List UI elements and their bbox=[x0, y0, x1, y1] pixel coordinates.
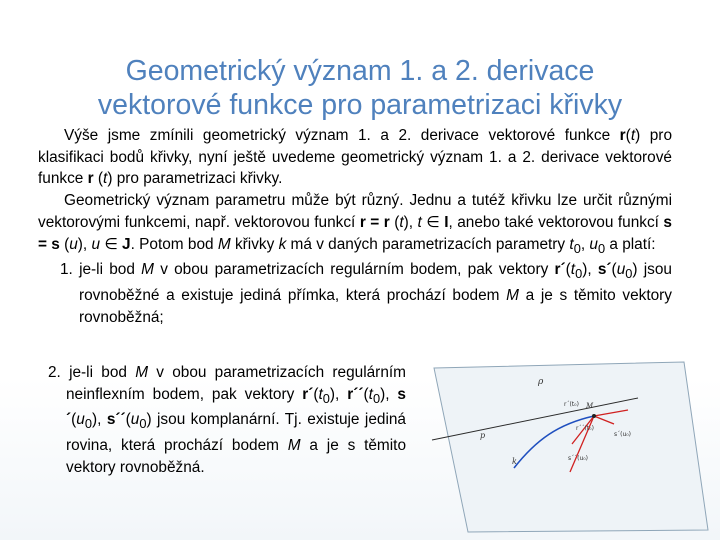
text: ), bbox=[91, 411, 107, 429]
symbol-s-prime: s´ bbox=[597, 261, 612, 279]
element-of: ∈ bbox=[421, 213, 445, 231]
symbol-r: r bbox=[87, 170, 94, 188]
subscript: 0 bbox=[372, 390, 381, 406]
text: křivky bbox=[230, 235, 279, 253]
text: má v daných parametrizacích parametry bbox=[286, 235, 570, 253]
symbol-M: M bbox=[506, 287, 519, 305]
symbol-s-double-prime: s´´ bbox=[106, 411, 126, 429]
subscript: 0 bbox=[573, 240, 581, 256]
symbol-r-prime: r´ bbox=[302, 385, 314, 403]
text: v obou parametrizacích regulárním neinflexním bodem, pak vektory bbox=[66, 364, 406, 403]
symbol-J: J bbox=[122, 235, 131, 253]
symbol-s-prime: s´ bbox=[66, 385, 406, 429]
text: ), bbox=[582, 261, 598, 279]
paragraph-intro bbox=[38, 125, 672, 190]
symbol-t: t bbox=[569, 235, 574, 253]
symbol-M: M bbox=[135, 364, 149, 381]
curve-label: k bbox=[512, 457, 517, 466]
symbol-r: r bbox=[619, 127, 626, 144]
slide-body bbox=[38, 125, 673, 476]
symbol-s: s bbox=[51, 235, 60, 253]
symbol-M: M bbox=[287, 437, 301, 455]
symbol-u: u bbox=[130, 411, 140, 429]
symbol-t: t bbox=[570, 261, 576, 279]
text: ( bbox=[125, 411, 131, 429]
symbol-s: s bbox=[663, 213, 672, 231]
symbol-r-double-prime: r´´ bbox=[347, 385, 364, 403]
text: ( bbox=[565, 261, 571, 279]
symbol-t: t bbox=[630, 127, 636, 144]
subscript: 0 bbox=[84, 416, 92, 432]
text: ), bbox=[380, 385, 398, 403]
symbol-r: r bbox=[383, 213, 390, 231]
text: a platí: bbox=[605, 235, 656, 253]
element-of: ∈ bbox=[100, 235, 123, 253]
text: je-li bod bbox=[79, 261, 142, 279]
subscript: 0 bbox=[597, 240, 606, 256]
label-s-prime: s´(u₀) bbox=[614, 431, 632, 438]
text: ( bbox=[611, 261, 617, 279]
text: je-li bod bbox=[69, 364, 136, 381]
text: ) jsou rovnoběžné a existuje jediná přímka, která prochází bodem bbox=[79, 261, 672, 305]
symbol-M: M bbox=[217, 235, 231, 253]
symbol-t: t bbox=[368, 385, 373, 403]
label-s-double-prime: s´´(u₀) bbox=[568, 455, 589, 462]
text: a je s těmito vektory rovnoběžná. bbox=[66, 437, 406, 476]
equals: = bbox=[38, 235, 52, 253]
text: ), bbox=[403, 213, 418, 231]
title-line-2: vektorové funkce pro parametrizaci křivky bbox=[97, 89, 623, 121]
text: a je s těmito vektory rovnoběžná; bbox=[79, 287, 673, 326]
text: . Potom bod bbox=[130, 235, 218, 253]
text: ( bbox=[93, 170, 104, 188]
symbol-u: u bbox=[91, 235, 101, 253]
text: ( bbox=[363, 385, 369, 403]
symbol-u: u bbox=[76, 411, 85, 429]
text: ), bbox=[329, 385, 348, 403]
text: ) pro parametrizaci křivky. bbox=[107, 170, 283, 188]
text: v obou parametrizacích regulárním bodem, pak vektory bbox=[153, 261, 555, 279]
text: ( bbox=[389, 213, 400, 231]
symbol-r-prime: r´ bbox=[554, 261, 566, 279]
symbol-t: t bbox=[103, 170, 108, 188]
text: ( bbox=[59, 235, 70, 253]
subscript: 0 bbox=[322, 390, 330, 406]
symbol-t: t bbox=[417, 213, 422, 231]
osculating-plane-figure bbox=[428, 360, 712, 536]
text: , anebo také vektorovou funkcí bbox=[448, 213, 664, 231]
symbol-u: u bbox=[69, 235, 78, 253]
subscript: 0 bbox=[575, 266, 583, 282]
text: ( bbox=[625, 127, 631, 144]
text: , bbox=[580, 235, 590, 253]
text: ), bbox=[77, 235, 92, 253]
symbol-I: I bbox=[444, 213, 449, 231]
symbol-M: M bbox=[141, 261, 154, 279]
plane-rho bbox=[434, 362, 708, 532]
list-item-1 bbox=[38, 259, 672, 328]
list-number: 2. bbox=[48, 364, 70, 381]
symbol-u: u bbox=[616, 261, 626, 279]
symbol-t: t bbox=[399, 213, 404, 231]
symbol-u: u bbox=[589, 235, 598, 253]
subscript: 0 bbox=[625, 266, 633, 282]
text: Geometrický význam parametru může být různý. Jednu a tutéž křivku lze určit různými vektorovými funkcemi, např. vektorovou funkcí bbox=[38, 192, 672, 231]
text: Výše jsme zmínili geometrický význam 1. a 2. derivace vektorové funkce bbox=[64, 127, 620, 144]
equals: = bbox=[365, 213, 384, 231]
point-M bbox=[592, 414, 596, 418]
label-r-double-prime: r´´(t₀) bbox=[576, 425, 594, 432]
text: ) pro klasifikaci bodů křivky, nyní ještě uvedeme geometrický význam 1. a 2. derivace vektorové funkce bbox=[38, 127, 672, 188]
list-number: 1. bbox=[60, 261, 80, 279]
slide-title bbox=[20, 54, 700, 122]
tangent-label: p bbox=[480, 431, 486, 440]
paragraph-parameter bbox=[38, 190, 672, 259]
plane-label: ρ bbox=[538, 377, 544, 387]
subscript: 0 bbox=[139, 416, 147, 432]
text: ( bbox=[313, 385, 319, 403]
title-line-1: Geometrický význam 1. a 2. derivace bbox=[125, 55, 595, 87]
list-item-2 bbox=[48, 362, 406, 479]
symbol-r: r bbox=[359, 213, 366, 231]
symbol-k: k bbox=[278, 235, 287, 253]
point-M-label: M bbox=[586, 402, 594, 410]
text: ( bbox=[71, 411, 77, 429]
label-r-prime: r´(t₀) bbox=[564, 401, 579, 408]
text: ) jsou komplanární. Tj. existuje jediná rovina, která prochází bodem bbox=[66, 411, 406, 455]
symbol-t: t bbox=[318, 385, 323, 403]
